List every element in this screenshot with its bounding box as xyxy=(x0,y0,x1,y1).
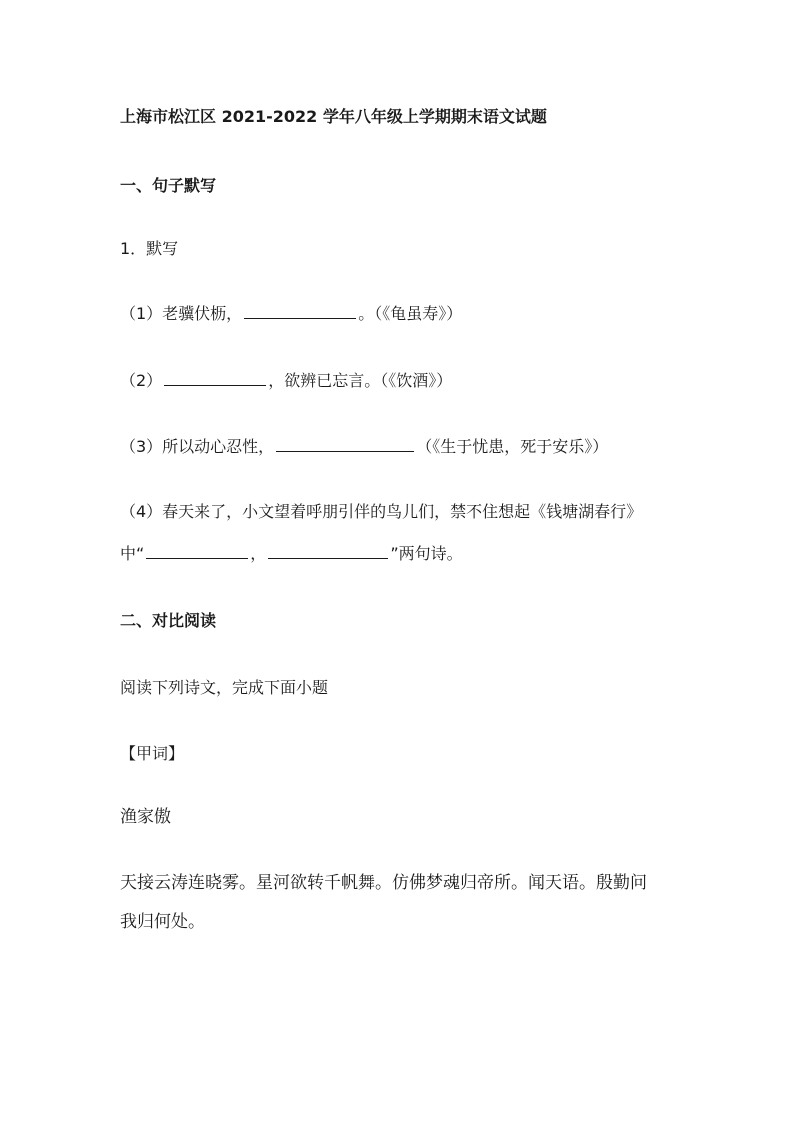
dictation-item-2 xyxy=(120,370,452,392)
item-suffix: ，欲辨已忘言。（《饮酒》） xyxy=(268,371,453,390)
item-suffix: （《生于忧患，死于安乐》） xyxy=(416,437,609,456)
passage-tag: 【甲词】 xyxy=(120,744,185,763)
item-suffix: ”两句诗。 xyxy=(390,544,463,563)
poem-title: 渔家傲 xyxy=(120,807,171,827)
document-title: 上海市松江区 2021-2022 学年八年级上学期期末语文试题 xyxy=(120,107,547,126)
question-label: 1．默写 xyxy=(120,239,179,258)
dictation-item-4-line1: （4）春天来了，小文望着呼朋引伴的鸟儿们，禁不住想起《钱塘湖春行》 xyxy=(120,502,643,521)
dictation-item-1 xyxy=(120,303,462,325)
answer-blank[interactable] xyxy=(268,543,388,559)
answer-blank[interactable] xyxy=(244,303,356,319)
item-suffix: 。（《龟虽寿》） xyxy=(358,304,463,323)
answer-blank[interactable] xyxy=(164,370,266,386)
item-prefix: （3）所以动心忍性， xyxy=(120,437,275,456)
section-heading-comparative-reading: 二、对比阅读 xyxy=(120,611,217,630)
answer-blank[interactable] xyxy=(276,436,414,452)
answer-blank[interactable] xyxy=(146,543,248,559)
reading-instruction: 阅读下列诗文，完成下面小题 xyxy=(120,678,329,697)
dictation-item-4-line2 xyxy=(120,543,463,565)
poem-line-2: 我归何处。 xyxy=(120,912,205,932)
dictation-item-3 xyxy=(120,436,608,458)
section-heading-sentence-dictation: 一、句子默写 xyxy=(120,176,217,195)
item-middle: ， xyxy=(250,544,267,563)
item-prefix: （2） xyxy=(120,371,163,390)
poem-line-1: 天接云涛连晓雾。星河欲转千帆舞。仿佛梦魂归帝所。闻天语。殷勤问 xyxy=(120,873,647,893)
item-prefix: 中“ xyxy=(120,544,145,563)
item-prefix: （1）老骥伏枥， xyxy=(120,304,243,323)
